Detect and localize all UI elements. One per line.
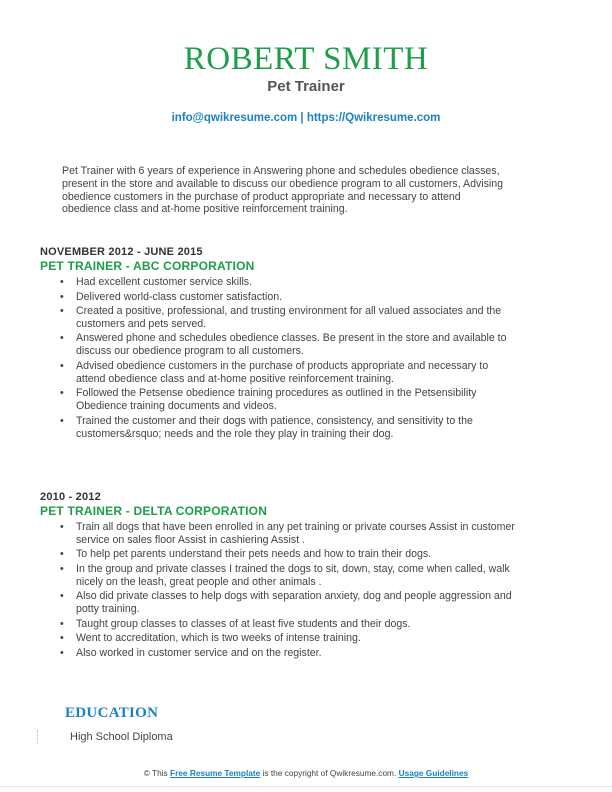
contact-separator: | <box>297 112 307 124</box>
job-title: Pet Trainer <box>267 78 345 95</box>
divider <box>37 730 40 744</box>
bullet-item: • Followed the Petsense obedience training procedures as outlined in the Petsensibility Obedience training documents and videos. <box>76 387 520 413</box>
bullet-item: • Advised obedience customers in the purchase of products appropriate and necessary to attend obedience class and at-home positive reinforcement training. <box>76 360 520 386</box>
job-heading: PET TRAINER - ABC CORPORATION <box>40 259 255 273</box>
job-bullets <box>40 521 520 661</box>
bullet-item: • To help pet parents understand their pets needs and how to train their dogs. <box>76 548 520 561</box>
contact-line <box>0 111 612 125</box>
bullet-item: • Went to accreditation, which is two weeks of intense training. <box>76 632 520 645</box>
usage-guidelines-link[interactable]: Usage Guidelines <box>398 768 469 778</box>
footer <box>0 768 612 778</box>
education-item: High School Diploma <box>70 731 173 743</box>
job-dates: NOVEMBER 2012 - JUNE 2015 <box>40 246 203 258</box>
bullet-item: • Answered phone and schedules obedience classes. Be present in the store and available to discuss our obedience program to all customers. <box>76 332 520 358</box>
bullet-item: • Trained the customer and their dogs with patience, consistency, and sensitivity to the customers&rsquo; needs and the role they play in training their dog. <box>76 415 520 441</box>
free-resume-template-link[interactable]: Free Resume Template <box>170 768 261 778</box>
footer-divider <box>0 786 612 787</box>
education-heading: EDUCATION <box>65 705 159 721</box>
job-bullets <box>40 276 520 442</box>
bullet-item: • Also did private classes to help dogs with separation anxiety, dog and people aggression and potty training. <box>76 590 520 616</box>
job-heading: PET TRAINER - DELTA CORPORATION <box>40 504 268 518</box>
bullet-item: • Taught group classes to classes of at least five students and their dogs. <box>76 618 520 631</box>
bullet-item: • Created a positive, professional, and trusting environment for all valued associates and the customers and pets served. <box>76 305 520 331</box>
website-link[interactable]: https://Qwikresume.com <box>306 112 441 124</box>
summary-paragraph: Pet Trainer with 6 years of experience in Answering phone and schedules obedience classes, present in the store and available to discuss our obedience program to all customers, Advising obedience customers in the purchase of product appropriate and necessary to attend obedience class and at-home positive reinforcement training. <box>62 165 504 216</box>
bullet-item: • In the group and private classes I trained the dogs to sit, down, stay, come when called, walk nicely on the leash, great people and other animals . <box>76 563 520 589</box>
email-link[interactable]: info@qwikresume.com <box>171 112 298 124</box>
bullet-item: • Had excellent customer service skills. <box>76 276 520 289</box>
bullet-item: • Also worked in customer service and on the register. <box>76 647 520 660</box>
bullet-item: • Train all dogs that have been enrolled in any pet training or private courses Assist in customer service on sales floor Assist in cashiering Assist . <box>76 521 520 547</box>
candidate-name: ROBERT SMITH <box>183 41 429 77</box>
job-dates: 2010 - 2012 <box>40 491 101 503</box>
footer-middle: is the copyright of Qwikresume.com. <box>260 768 399 778</box>
footer-prefix: © This <box>143 768 171 778</box>
bullet-item: • Delivered world-class customer satisfaction. <box>76 291 520 304</box>
